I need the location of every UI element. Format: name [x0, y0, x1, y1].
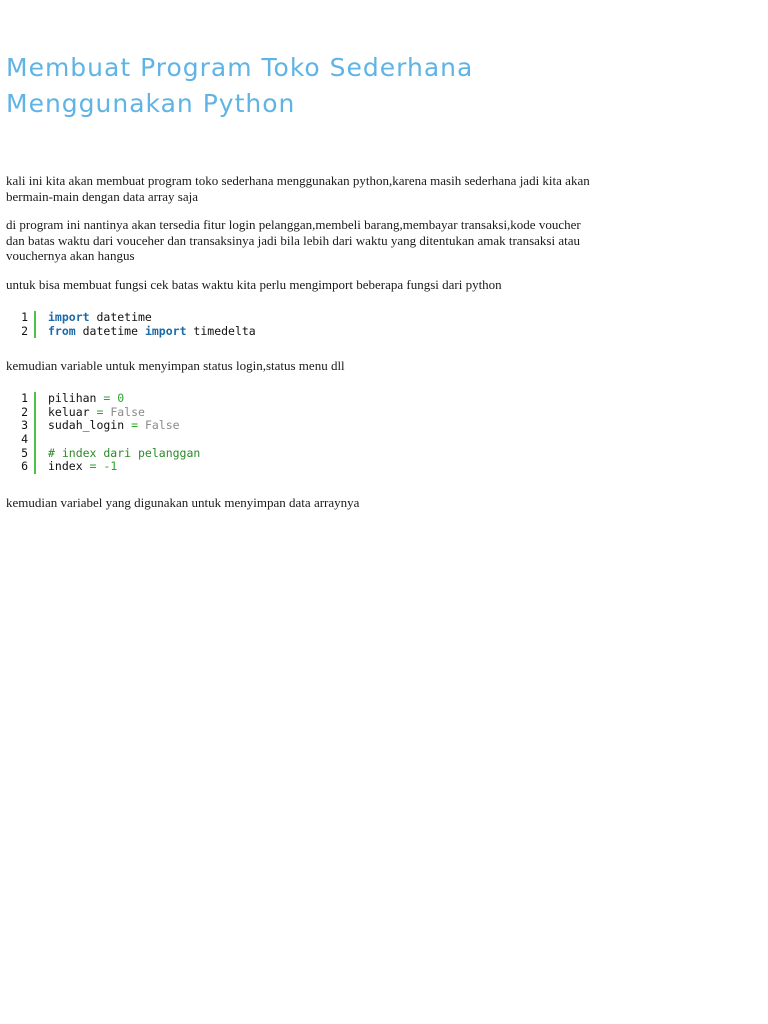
line-number: 5	[21, 445, 28, 460]
intro-paragraph	[6, 173, 706, 204]
features-line-2: dan batas waktu dari vouceher dan transaksinya jadi bila lebih dari waktu yang ditentukan amak transaksi atau	[6, 232, 580, 248]
gutter-bar	[34, 447, 36, 461]
variable-note-paragraph	[6, 358, 706, 374]
array-note-text: kemudian variabel yang digunakan untuk menyimpan data arraynya	[6, 495, 360, 510]
gutter-bar	[34, 325, 36, 339]
features-paragraph	[6, 217, 706, 264]
code-text: keluar = False	[48, 404, 145, 419]
title-line-1: Membuat Program Toko Sederhana	[6, 53, 474, 82]
code-text: pilihan = 0	[48, 391, 125, 405]
gutter-bar	[34, 392, 36, 406]
line-number: 2	[21, 404, 28, 419]
code-block-imports	[14, 311, 256, 338]
code-line	[14, 406, 200, 420]
code-block-variables	[14, 392, 200, 474]
gutter-bar	[34, 460, 36, 474]
code-line	[14, 419, 200, 433]
intro-line-1: kali ini kita akan membuat program toko sederhana menggunakan python,karena masih sederhana jadi kita akan	[6, 173, 590, 188]
code-text: from datetime import timedelta	[48, 323, 256, 338]
line-number: 3	[21, 418, 28, 433]
code-line	[14, 433, 200, 447]
array-note-paragraph	[6, 495, 706, 511]
line-number: 4	[21, 432, 28, 447]
variable-note-text: kemudian variable untuk menyimpan status login,status menu dll	[6, 358, 345, 373]
code-text: import datetime	[48, 310, 152, 324]
line-number: 1	[21, 391, 28, 405]
gutter-bar	[34, 419, 36, 433]
line-number: 6	[21, 459, 28, 474]
code-comment: # index dari pelanggan	[48, 445, 201, 460]
code-line	[14, 311, 256, 325]
line-number: 1	[21, 310, 28, 324]
code-line	[14, 460, 200, 474]
import-note-paragraph	[6, 277, 706, 293]
features-line-1: di program ini nantinya akan tersedia fitur login pelanggan,membeli barang,membayar transaksi,kode voucher	[6, 217, 581, 232]
code-line	[14, 325, 256, 339]
gutter-bar	[34, 406, 36, 420]
gutter-bar	[34, 433, 36, 447]
import-note-text: untuk bisa membuat fungsi cek batas waktu kita perlu mengimport beberapa fungsi dari python	[6, 277, 502, 292]
line-number: 2	[21, 323, 28, 338]
features-line-3: vouchernya akan hangus	[6, 248, 135, 263]
page-title	[6, 50, 473, 122]
code-text: index = -1	[48, 459, 118, 474]
code-text: sudah_login = False	[48, 418, 180, 433]
intro-line-2: bermain-main dengan data array saja	[6, 188, 199, 204]
title-line-2: Menggunakan Python	[6, 89, 296, 118]
gutter-bar	[34, 311, 36, 325]
code-line	[14, 447, 200, 461]
code-line	[14, 392, 200, 406]
